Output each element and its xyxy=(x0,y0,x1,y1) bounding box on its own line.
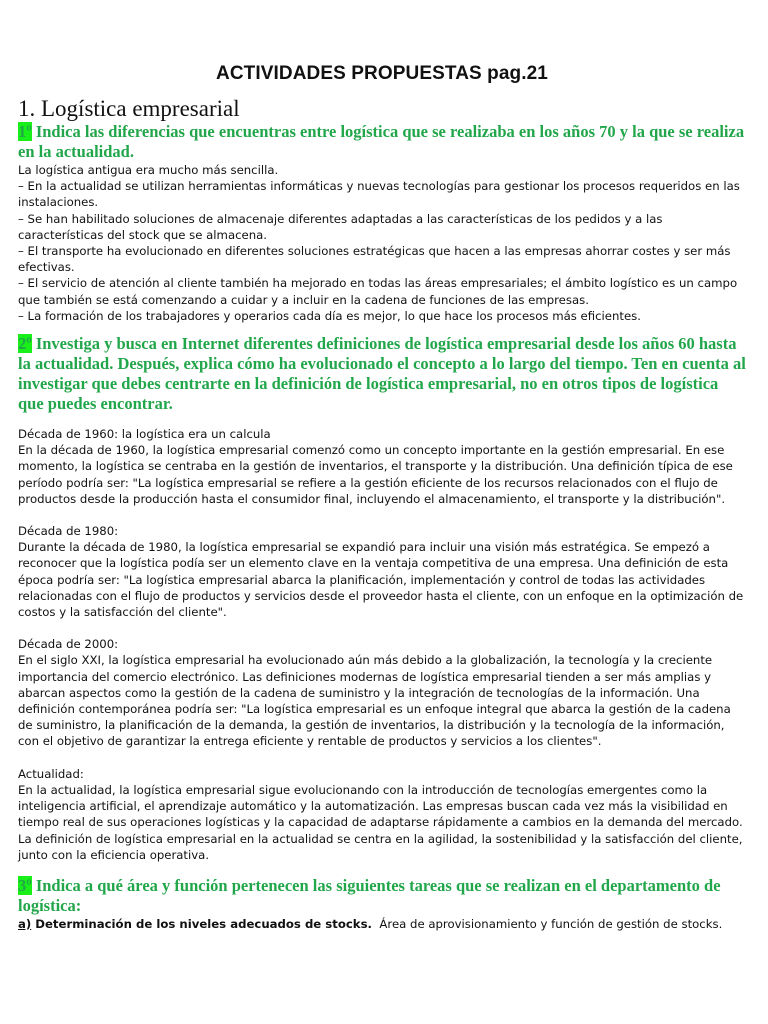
question-1 xyxy=(18,122,746,162)
answer-1-line: – En la actualidad se utilizan herramientas informáticas y nuevas tecnologías para gestionar los procesos requeridos en las instalaciones. xyxy=(18,179,740,210)
answer-2 xyxy=(18,426,746,863)
answer-3-label: a) xyxy=(18,916,32,931)
answer-1-line: – El servicio de atención al cliente también ha mejorado en todas las áreas empresariales; el ámbito logístico es un campo que también se está comenzando a cuidar y a incluir en la cadena de funciones de las empresas. xyxy=(18,276,738,307)
answer-3-answer: Área de aprovisionamiento y función de gestión de stocks. xyxy=(371,916,723,931)
section-heading: 1. Logística empresarial xyxy=(18,96,240,121)
decade-1980-text: Durante la década de 1980, la logística empresarial se expandió para incluir una visión más estratégica. Se empezó a reconocer que la logística podía ser un elemento clave en la ventaja competitiva de una empresa. Una definición de esta época podría ser: "La logística empresarial abarca la planificación, implementación y control de todas las actividades relacionadas con el flujo de productos y servicios desde el proveedor hasta el cliente, con un enfoque en la optimización de costos y la satisfacción del cliente". xyxy=(18,540,744,620)
question-2-number: 2º xyxy=(18,334,32,354)
decade-1980-heading: Década de 1980: xyxy=(18,524,119,539)
current-heading: Actualidad: xyxy=(18,766,84,781)
question-2-text: Investiga y busca en Internet diferentes definiciones de logística empresarial desde los años 60 hasta la actualidad. Después, explica cómo ha evolucionado el concepto a lo largo del tiempo. Ten en cuenta al investigar que debes centrarte en la definición de logística empresarial, no en otros tipos de logística que puedes encontrar. xyxy=(18,334,746,414)
answer-1 xyxy=(18,162,746,324)
answer-1-line: – La formación de los trabajadores y operarios cada día es mejor, lo que hace los procesos más eficientes. xyxy=(18,308,641,323)
current-text: En la actualidad, la logística empresarial sigue evolucionando con la introducción de tecnologías emergentes como la inteligencia artificial, el aprendizaje automático y la automatización. Las empresas buscan cada vez más la visibilidad en tiempo real de sus operaciones logísticas y la capacidad de adaptarse rápidamente a cambios en la demanda del mercado. La definición de logística empresarial en la actualidad se centra en la agilidad, la sostenibilidad y la satisfacción del cliente, junto con la eficiencia operativa. xyxy=(18,782,743,862)
question-1-text: Indica las diferencias que encuentras entre logística que se realizaba en los años 70 y la que se realiza en la actualidad. xyxy=(18,122,745,161)
answer-1-line: – Se han habilitado soluciones de almacenaje diferentes adaptadas a las características de los pedidos y a las características del stock que se almacena. xyxy=(18,211,663,242)
answer-3-question: Determinación de los niveles adecuados de stocks. xyxy=(31,916,372,931)
answer-1-line: La logística antigua era mucho más sencilla. xyxy=(18,163,279,177)
answer-3 xyxy=(18,916,746,932)
answer-1-line: – El transporte ha evolucionado en diferentes soluciones estratégicas que hacen a las empresas ahorrar costes y ser más efectivas. xyxy=(18,244,731,275)
decade-2000-heading: Década de 2000: xyxy=(18,637,119,652)
question-1-number: 1º xyxy=(18,122,32,141)
decade-2000-text: En el siglo XXI, la logística empresarial ha evolucionado aún más debido a la globalización, la tecnología y la creciente importancia del comercio electrónico. Las definiciones modernas de logística empresarial tienden a ser más amplias y abarcan aspectos como la gestión de la cadena de suministro y la integración de tecnologías de la información. Una definición contemporánea podría ser: "La logística empresarial es un enfoque integral que abarca la gestión de la cadena de suministro, la planificación de la demanda, la gestión de inventarios, la distribución y la tecnología de la información, con el objetivo de garantizar la entrega eficiente y rentable de productos y servicios a los clientes". xyxy=(18,653,731,749)
decade-1960-text: En la década de 1960, la logística empresarial comenzó como un concepto importante en la gestión empresarial. En ese momento, la logística se centraba en la gestión de inventarios, el transporte y la distribución. Una definición típica de ese período podría ser: "La logística empresarial se refiere a la gestión eficiente de los recursos relacionados con el flujo de productos desde la producción hasta el consumidor final, incluyendo el almacenamiento, el transporte y la distribución". xyxy=(18,443,733,506)
question-3-text: Indica a qué área y función pertenecen las siguientes tareas que se realizan en el departamento de logística: xyxy=(18,875,721,915)
question-2 xyxy=(18,334,746,414)
question-3 xyxy=(18,876,746,916)
question-3-number: 3º xyxy=(18,875,32,895)
decade-1960-heading: Década de 1960: la logística era un calcula xyxy=(18,427,271,442)
page-title: ACTIVIDADES PROPUESTAS pag.21 xyxy=(216,63,548,84)
